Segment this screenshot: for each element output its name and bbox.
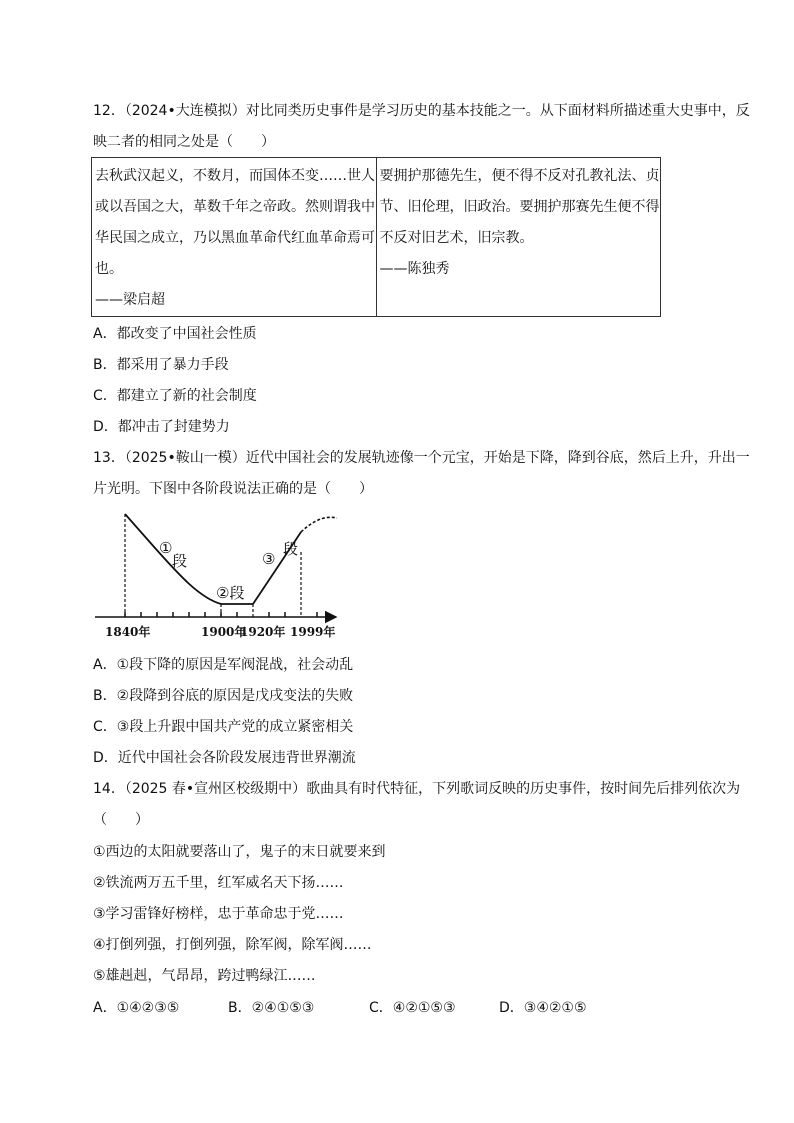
q12-option-d[interactable]: D．都冲击了封建势力 xyxy=(93,419,230,435)
q14-lyric-1: ①西边的太阳就要落山了，鬼子的末日就要来到 xyxy=(93,844,386,860)
q13-option-a[interactable]: A．①段下降的原因是军阀混战，社会动乱 xyxy=(93,657,354,673)
q12-material-left xyxy=(92,158,377,317)
q13-figure xyxy=(90,508,350,643)
q12-stem-line1: 12．（2024•大连模拟）对比同类历史事件是学习历史的基本技能之一。从下面材料所描述重大史事中，反 xyxy=(93,103,750,119)
q12-option-a[interactable]: A．都改变了中国社会性质 xyxy=(93,326,257,342)
q14-lyric-4: ④打倒列强，打倒列强，除军阀，除军阀…… xyxy=(93,937,372,953)
q13-stem-line1: 13．（2025•鞍山一模）近代中国社会的发展轨迹像一个元宝，开始是下降，降到谷底，然后上升，升出一 xyxy=(93,450,750,466)
q14-option-b[interactable]: B．②④①⑤③ xyxy=(228,1000,315,1016)
q12-right-line: 要拥护那德先生，便不得不反对孔教礼法、贞 xyxy=(379,168,660,184)
q12-right-line: 节、旧伦理，旧政治。要拥护那赛先生便不得 xyxy=(379,199,660,215)
q12-option-b[interactable]: B．都采用了暴力手段 xyxy=(93,357,229,373)
stage-3-number: ③ xyxy=(262,550,276,568)
q14-stem-line1: 14．（2025 春•宣州区校级期中）歌曲具有时代特征，下列歌词反映的历史事件，按时间先后排列依次为 xyxy=(93,781,741,797)
stage-2-label: ②段 xyxy=(216,584,245,602)
x-label-1900: 1900年 xyxy=(201,625,247,639)
q12-right-source: ——陈独秀 xyxy=(379,261,450,277)
q12-left-line: 或以吾国之大，革数千年之帝政。然则谓我中 xyxy=(95,199,375,215)
q14-stem-line2: （ ） xyxy=(93,812,149,828)
q14-option-c[interactable]: C．④②①⑤③ xyxy=(369,1000,456,1016)
q13-option-d[interactable]: D．近代中国社会各阶段发展违背世界潮流 xyxy=(93,750,356,766)
q12-material-table xyxy=(91,157,661,317)
q12-left-source: ——梁启超 xyxy=(95,292,165,308)
q12-left-line: 也。 xyxy=(95,261,123,277)
stage-1-number: ① xyxy=(159,539,173,557)
q13-option-b[interactable]: B．②段降到谷底的原因是戊戌变法的失败 xyxy=(93,688,354,704)
q14-option-a[interactable]: A．①④②③⑤ xyxy=(93,1000,180,1016)
x-label-1920: 1920年 xyxy=(240,625,286,639)
q13-stem-line2: 片光明。下图中各阶段说法正确的是（ ） xyxy=(93,481,373,497)
q12-right-line: 不反对旧艺术，旧宗教。 xyxy=(379,230,534,246)
q12-left-line: 去秋武汉起义，不数月，而国体丕变……世人 xyxy=(95,168,375,184)
trend-curve-dashed xyxy=(301,517,337,532)
stage-3-char: 段 xyxy=(283,540,299,558)
q12-left-line: 华民国之成立，乃以黑血革命代红血革命焉可 xyxy=(95,230,375,246)
q14-lyric-3: ③学习雷锋好榜样，忠于革命忠于党…… xyxy=(93,906,344,922)
q13-option-c[interactable]: C．③段上升跟中国共产党的成立紧密相关 xyxy=(93,719,354,735)
q14-lyric-2: ②铁流两万五千里，红军威名天下扬…… xyxy=(93,875,344,891)
q12-material-right xyxy=(376,158,660,317)
q14-option-d[interactable]: D．③④②①⑤ xyxy=(499,1000,587,1016)
stage-1-char: 段 xyxy=(172,552,188,570)
x-label-1999: 1999年 xyxy=(290,625,336,639)
x-label-1840: 1840年 xyxy=(105,625,151,639)
q14-lyric-5: ⑤雄赳赳，气昂昂，跨过鸭绿江…… xyxy=(93,968,316,984)
q12-stem-line2: 映二者的相同之处是（ ） xyxy=(93,134,275,150)
q12-option-c[interactable]: C．都建立了新的社会制度 xyxy=(93,388,257,404)
